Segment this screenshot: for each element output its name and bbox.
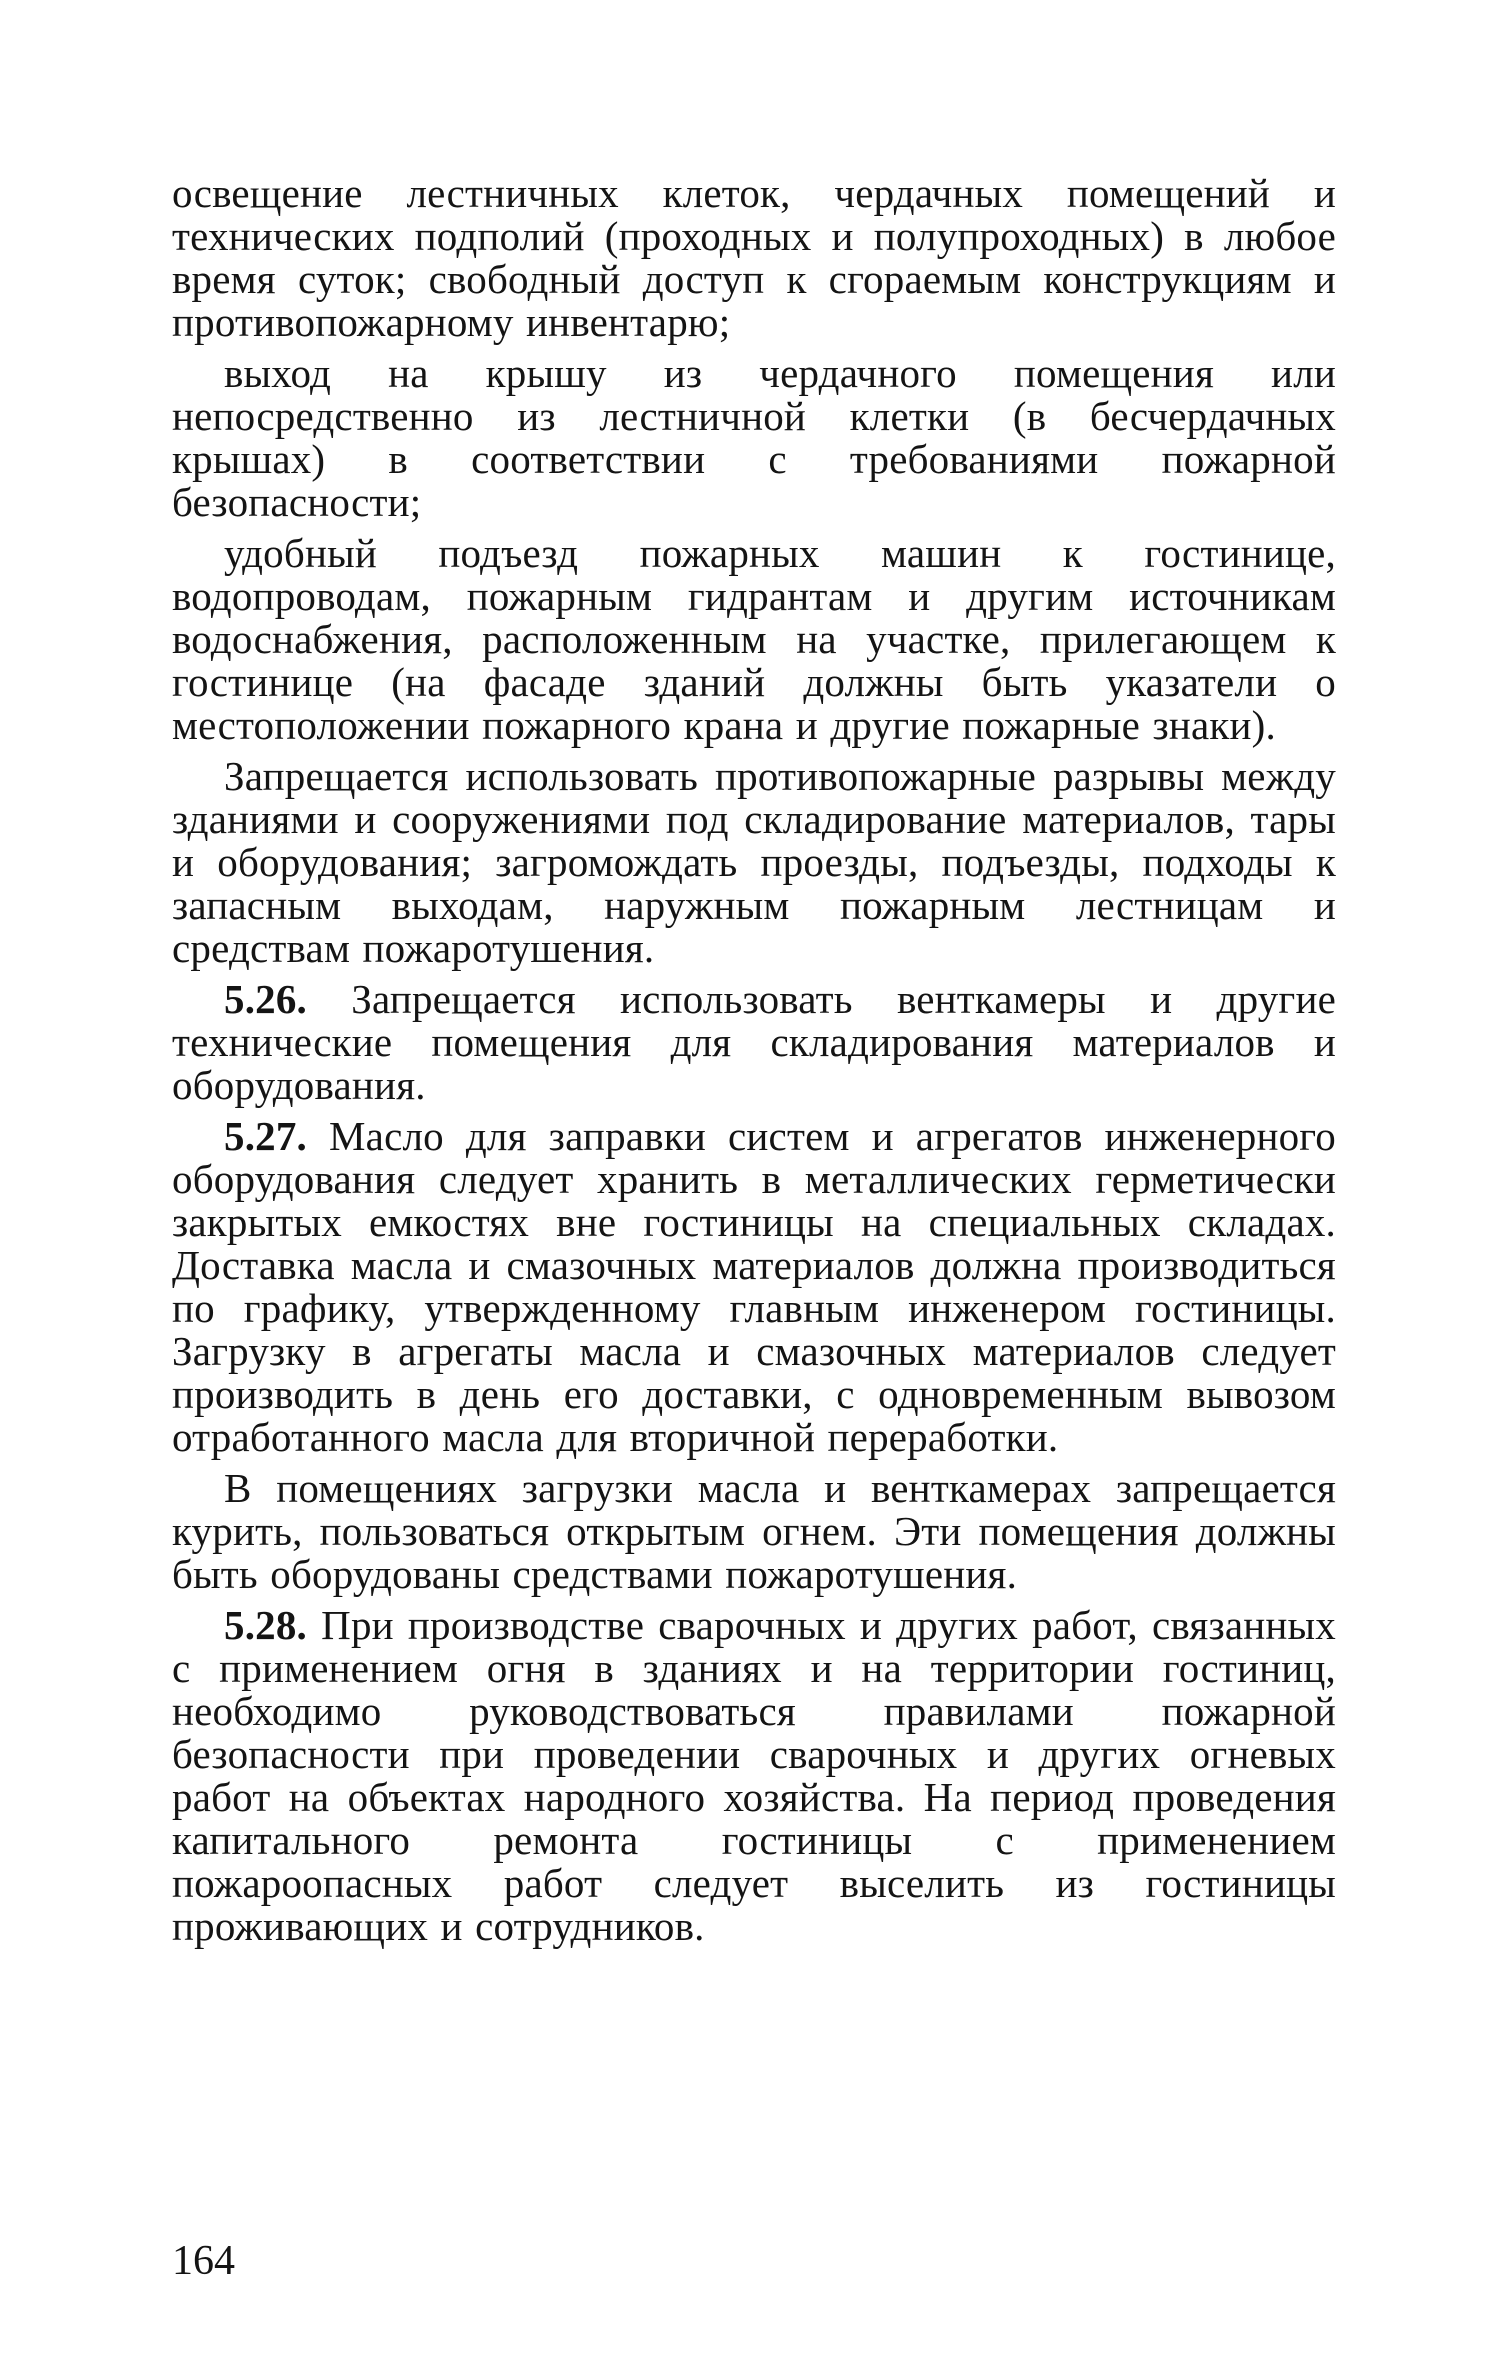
paragraph-text: освещение лестничных клеток, чердачных помещений и технических подполий (проходных и полупроходных) в любое время суток; свободный доступ к сгораемым конструкциям и противопожарному инвентарю;: [172, 170, 1336, 345]
section-number: 5.28.: [224, 1602, 307, 1648]
paragraph-5-26: [172, 978, 1336, 1107]
paragraph-text: Запрещается использовать противопожарные разрывы между зданиями и сооружениями под складирование материалов, тары и оборудования; загромождать проезды, подъезды, подходы к запасным выходам, наружным пожарным лестницам и средствам пожаротушения.: [172, 753, 1336, 971]
paragraph-5-28: [172, 1604, 1336, 1948]
paragraph-oil-rooms: [172, 1467, 1336, 1596]
paragraph-fire-breaks: [172, 755, 1336, 970]
paragraph-5-27: [172, 1115, 1336, 1459]
paragraph-text: выход на крышу из чердачного помещения или непосредственно из лестничной клетки (в бесчердачных крышах) в соответствии с требованиями пожарной безопасности;: [172, 350, 1336, 525]
paragraph-lighting-access: [172, 172, 1336, 344]
paragraph-fire-truck-access: [172, 532, 1336, 747]
paragraph-text: удобный подъезд пожарных машин к гостинице, водопроводам, пожарным гидрантам и другим источникам водоснабжения, расположенным на участке, прилегающем к гостинице (на фасаде зданий должны быть указатели о местоположении пожарного крана и другие пожарные знаки).: [172, 530, 1336, 748]
paragraph-text: При производстве сварочных и других работ, связанных с применением огня в зданиях и на территории гостиниц, необходимо руководствоваться правилами пожарной безопасности при проведении сварочных и других огневых работ на объектах народного хозяйства. На период проведения капитального ремонта гостиницы с применением пожароопасных работ следует выселить из гостиницы проживающих и сотрудников.: [172, 1602, 1336, 1949]
paragraph-text: В помещениях загрузки масла и венткамерах запрещается курить, пользоваться открытым огнем. Эти помещения должны быть оборудованы средствами пожаротушения.: [172, 1465, 1336, 1597]
page-number: 164: [172, 2238, 235, 2284]
paragraph-text: Запрещается использовать венткамеры и другие технические помещения для складирования материалов и оборудования.: [172, 976, 1336, 1108]
section-number: 5.26.: [224, 976, 307, 1022]
paragraph-text: Масло для заправки систем и агрегатов инженерного оборудования следует хранить в металлических герметически закрытых емкостях вне гостиницы на специальных складах. Доставка масла и смазочных материалов должна производиться по графику, утвержденному главным инженером гостиницы. Загрузку в агрегаты масла и смазочных материалов следует производить в день его доставки, с одновременным вывозом отработанного масла для вторичной переработки.: [172, 1113, 1336, 1460]
page-text-block: [172, 170, 1336, 2284]
section-number: 5.27.: [224, 1113, 307, 1159]
paragraph-roof-exit: [172, 352, 1336, 524]
